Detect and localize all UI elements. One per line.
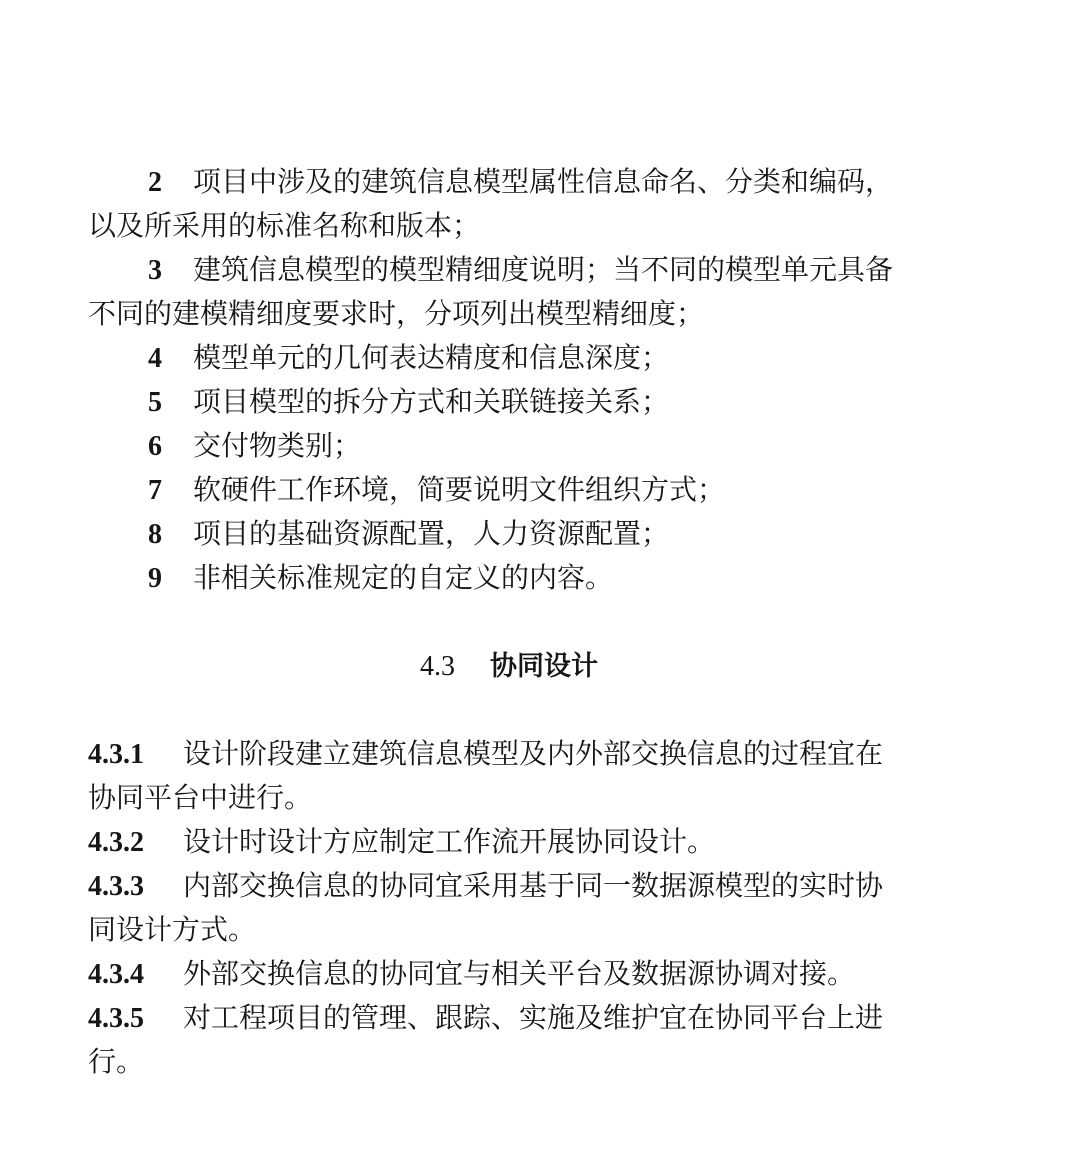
list-item-text: 非相关标准规定的自定义的内容。: [193, 561, 614, 594]
clause-4-3-3: [88, 866, 883, 906]
list-item-6: [148, 426, 361, 466]
list-item-text: 模型单元的几何表达精度和信息深度；: [193, 341, 670, 374]
list-item-2-continuation: [88, 206, 480, 246]
clause-text: 设计时设计方应制定工作流开展协同设计。: [183, 825, 716, 858]
section-number: 4.3: [420, 651, 455, 682]
list-item-text: 以及所采用的标准名称和版本；: [88, 209, 481, 242]
list-item-number: 8: [148, 519, 162, 550]
clause-number: 4.3.5: [88, 1003, 144, 1034]
list-item-2: [148, 162, 893, 202]
clause-number: 4.3.4: [88, 959, 144, 990]
list-item-3: [148, 250, 893, 290]
list-item-text: 建筑信息模型的模型精细度说明；当不同的模型单元具备: [193, 253, 894, 286]
clause-text: 同设计方式。: [88, 913, 257, 946]
clause-4-3-3-continuation: [88, 910, 256, 950]
list-item-9: [148, 558, 613, 598]
list-item-number: 3: [148, 255, 162, 286]
section-heading: [420, 646, 598, 687]
list-item-number: 7: [148, 475, 162, 506]
clause-number: 4.3.1: [88, 739, 144, 770]
list-item-text: 项目中涉及的建筑信息模型属性信息命名、分类和编码，: [193, 165, 894, 198]
list-item-5: [148, 382, 669, 422]
list-item-number: 4: [148, 343, 162, 374]
list-item-7: [148, 470, 725, 510]
list-item-text: 交付物类别；: [193, 429, 362, 462]
section-title-text: 协同设计: [490, 651, 598, 682]
clause-number: 4.3.3: [88, 871, 144, 902]
list-item-8: [148, 514, 669, 554]
clause-4-3-5: [88, 998, 883, 1038]
list-item-text: 项目的基础资源配置，人力资源配置；: [193, 517, 670, 550]
clause-text: 协同平台中进行。: [88, 781, 313, 814]
clause-text: 外部交换信息的协同宜与相关平台及数据源协调对接。: [183, 957, 856, 990]
clause-4-3-4: [88, 954, 855, 994]
clause-text: 内部交换信息的协同宜采用基于同一数据源模型的实时协: [183, 869, 884, 902]
list-item-number: 6: [148, 431, 162, 462]
list-item-number: 9: [148, 563, 162, 594]
list-item-text: 项目模型的拆分方式和关联链接关系；: [193, 385, 670, 418]
clause-text: 设计阶段建立建筑信息模型及内外部交换信息的过程宜在: [183, 737, 884, 770]
list-item-text: 不同的建模精细度要求时，分项列出模型精细度；: [88, 297, 705, 330]
clause-text: 行。: [88, 1045, 145, 1078]
list-item-number: 2: [148, 167, 162, 198]
clause-4-3-5-continuation: [88, 1042, 144, 1082]
list-item-4: [148, 338, 669, 378]
clause-number: 4.3.2: [88, 827, 144, 858]
list-item-3-continuation: [88, 294, 704, 334]
list-item-number: 5: [148, 387, 162, 418]
clause-4-3-1: [88, 734, 883, 774]
clause-4-3-1-continuation: [88, 778, 312, 818]
list-item-text: 软硬件工作环境，简要说明文件组织方式；: [193, 473, 726, 506]
clause-4-3-2: [88, 822, 715, 862]
clause-text: 对工程项目的管理、跟踪、实施及维护宜在协同平台上进: [183, 1001, 884, 1034]
